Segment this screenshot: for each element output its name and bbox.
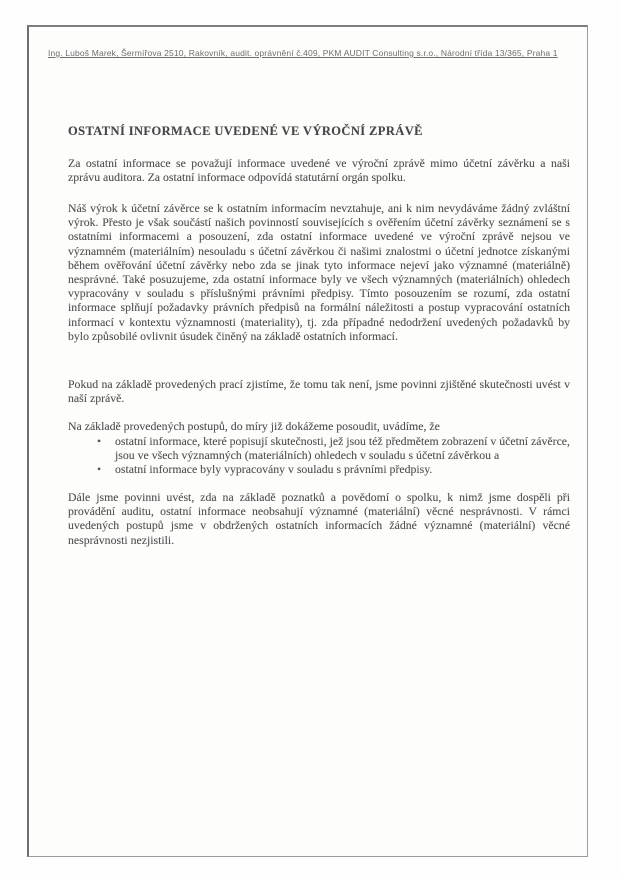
list-item (68, 462, 570, 476)
paragraph-list-intro: Na základě provedených postupů, do míry již dokážeme posoudit, uvádíme, že (68, 419, 440, 433)
list-item-text: ostatní informace byly vypracovány v souladu s právními předpisy. (115, 462, 433, 477)
paragraph-definition: Za ostatní informace se považují informace uvedené ve výroční zprávě mimo účetní závěrku a naši zprávu auditora. Za ostatní informace odpovídá statutární orgán spolku. (68, 156, 570, 185)
section-title: OSTATNÍ INFORMACE UVEDENÉ VE VÝROČNÍ ZPRÁVĚ (68, 124, 423, 138)
auditor-header-line: Ing. Luboš Marek, Šermířova 2510, Rakovník, audit. oprávnění č.409, PKM AUDIT Consulting s.r.o., Národní třída 13/365, Praha 1 (48, 48, 558, 58)
list-item-text: ostatní informace, které popisují skutečnosti, jež jsou též předmětem zobrazení v účetní závěrce, jsou ve všech významných (materiálních) ohledech v souladu s účetní závěrkou a (115, 434, 570, 463)
paragraph-scope: Náš výrok k účetní závěrce se k ostatním informacím nevztahuje, ani k nim nevydáváme žádný zvláštní výrok. Přesto je však součástí našich povinností souvisejících s ověřením účetní závěrky seznámení se s ostatními informacemi a posouzení, zda ostatní informace uvedené ve výroční zprávě nejsou ve významném (materiálním) nesouladu s účetní závěrkou či našimi znalostmi o účetní jednotce získanými během ověřování účetní závěrky nebo zda se jinak tyto informace nejeví jako významné (materiálně) nesprávné. Také posuzujeme, zda ostatní informace byly ve všech významných (materiálních) ohledech vypracovány v souladu s příslušnými právními předpisy. Tímto posouzením se rozumí, zda ostatní informace splňují požadavky právních předpisů na formální náležitosti a postup vypracování ostatních informací v kontextu významnosti (materiality), tj. zda případné nedodržení uvedených požadavků by bylo způsobilé ovlivnit úsudek činěný na základě ostatních informací. (68, 201, 570, 343)
findings-list (68, 434, 570, 477)
paragraph-closing: Dále jsme povinni uvést, zda na základě poznatků a povědomí o spolku, k nimž jsme dospěli při provádění auditu, ostatní informace neobsahují významné (materiální) věcné nesprávnosti. V rámci uvedených postupů jsme v obdržených ostatních informacích žádné významné (materiální) věcné nesprávnosti nezjistili. (68, 490, 570, 547)
list-item (68, 434, 570, 462)
paragraph-obligation: Pokud na základě provedených prací zjistíme, že tomu tak není, jsme povinni zjištěné skutečnosti uvést v naší zprávě. (68, 377, 570, 406)
bullet-icon: • (97, 462, 102, 477)
bullet-icon: • (97, 434, 102, 448)
